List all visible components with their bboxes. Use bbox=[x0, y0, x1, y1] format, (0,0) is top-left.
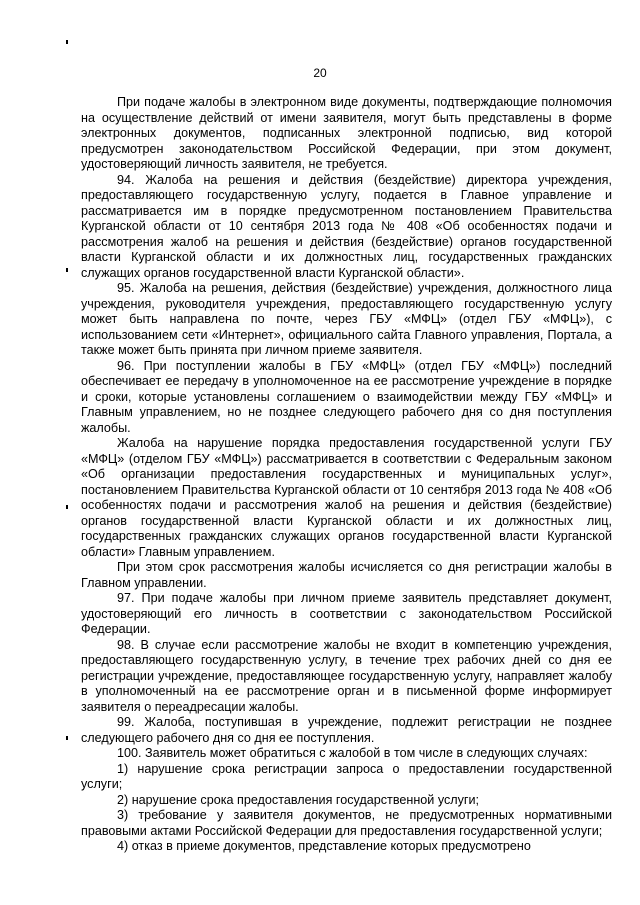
paragraph: Жалоба на нарушение порядка предоставления государственной услуги ГБУ «МФЦ» (отделом ГБУ «МФЦ») рассматривается в соответствии с Федеральным законом «Об организации предоставления государственных и муниципальных услуг», постановлением Правительства Курганской области от 10 сентября 2013 года № 408 «Об особенностях подачи и рассмотрения жалоб на решения и действия (бездействие) органов государственной власти Курганской области и их должностных лиц, государственных гражданских служащих органов государственной власти Курганской области» Главным управлением. bbox=[81, 436, 612, 559]
margin-mark bbox=[66, 268, 68, 272]
margin-mark bbox=[66, 505, 68, 509]
paragraph: 94. Жалоба на решения и действия (бездействие) директора учреждения, предоставляющего государственную услугу, подается в Главное управление и рассматривается им в порядке предусмотренном постановлением Правительства Курганской области от 10 сентября 2013 года № 408 «Об особенностях подачи и рассмотрения жалоб на решения и действия (бездействие) органов государственной власти Курганской области и их должностных лиц, государственных гражданских служащих органов государственной власти Курганской области». bbox=[81, 172, 612, 280]
paragraph: При этом срок рассмотрения жалобы исчисляется со дня регистрации жалобы в Главном управлении. bbox=[81, 560, 612, 590]
paragraph: 3) требование у заявителя документов, не предусмотренных нормативными правовыми актами Российской Федерации для предоставления государственной услуги; bbox=[81, 808, 612, 838]
document-body bbox=[81, 95, 612, 855]
paragraph: 96. При поступлении жалобы в ГБУ «МФЦ» (отдел ГБУ «МФЦ») последний обеспечивает ее передачу в уполномоченное на ее рассмотрение учреждение в порядке и сроки, которые установлены соглашением о взаимодействии между ГБУ «МФЦ» и Главным управлением, но не позднее следующего рабочего дня со дня поступления жалобы. bbox=[81, 358, 612, 435]
paragraph: 1) нарушение срока регистрации запроса о предоставлении государственной услуги; bbox=[81, 761, 612, 791]
page-number: 20 bbox=[313, 66, 327, 80]
paragraph: 100. Заявитель может обратиться с жалобой в том числе в следующих случаях: bbox=[117, 746, 588, 760]
margin-mark bbox=[66, 736, 68, 740]
paragraph: 4) отказ в приеме документов, представление которых предусмотрено bbox=[117, 839, 531, 853]
paragraph: 99. Жалоба, поступившая в учреждение, подлежит регистрации не позднее следующего рабочего дня со дня ее поступления. bbox=[81, 715, 612, 745]
paragraph: 97. При подаче жалобы при личном приеме заявитель представляет документ, удостоверяющий его личность в соответствии с законодательством Российской Федерации. bbox=[81, 591, 612, 636]
paragraph: 2) нарушение срока предоставления государственной услуги; bbox=[117, 792, 480, 807]
paragraph: 95. Жалоба на решения, действия (бездействие) учреждения, должностного лица учреждения, руководителя учреждения, предоставляющего государственную услугу может быть направлена по почте, через ГБУ «МФЦ» (отдел ГБУ «МФЦ»), с использованием сети «Интернет», официального сайта Главного управления, Портала, а также может быть принята при личном приеме заявителя. bbox=[81, 281, 612, 357]
paragraph: При подаче жалобы в электронном виде документы, подтверждающие полномочия на осуществление действий от имени заявителя, могут быть представлены в форме электронных документов, подписанных электронной подписью, вид которой предусмотрен законодательством Российской Федерации, при этом документ, удостоверяющий личность заявителя, не требуется. bbox=[81, 95, 612, 171]
paragraph: 98. В случае если рассмотрение жалобы не входит в компетенцию учреждения, предоставляющего государственную услугу, в течение трех рабочих дней со дня ее регистрации учреждение, предоставляющее государственную услугу, направляет жалобу в уполномоченный на ее рассмотрение орган и в письменной форме информирует заявителя о переадресации жалобы. bbox=[81, 637, 612, 714]
margin-mark bbox=[66, 40, 68, 44]
